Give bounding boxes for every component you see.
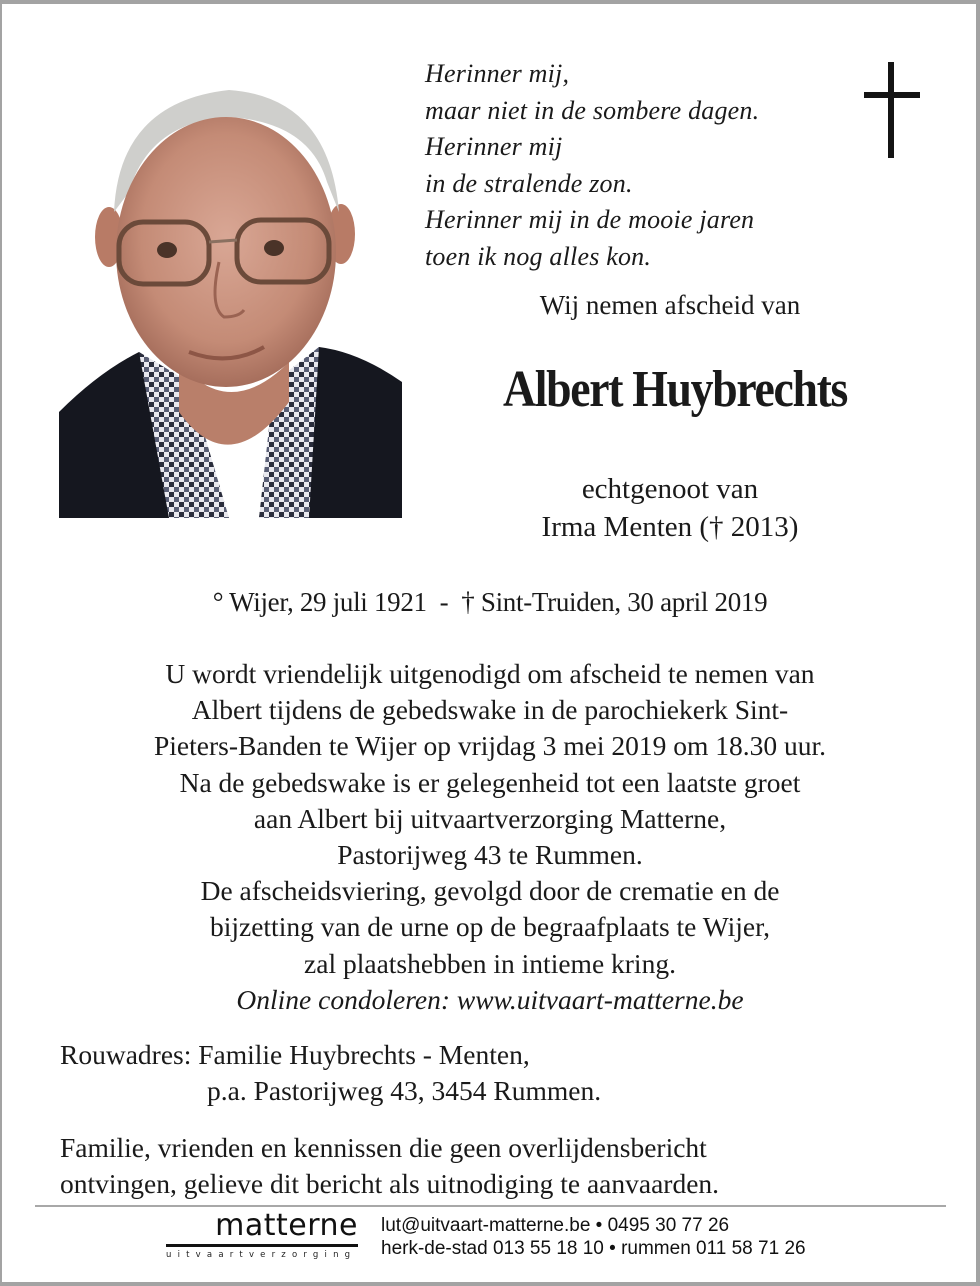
online-condolence-link[interactable]: Online condoleren: www.uitvaart-matterne.be [236, 983, 744, 1015]
deceased-name: Albert Huybrechts [502, 361, 848, 418]
body-line: Pieters-Banden te Wijer op vrijdag 3 mei 2019 om 18.30 uur. [153, 730, 827, 762]
body-line: U wordt vriendelijk uitgenodigd om afscheid te nemen van [165, 658, 815, 689]
matterne-logo [166, 1208, 360, 1260]
poem-line: Herinner mij in de mooie jaren [425, 205, 755, 234]
spouse-name: Irma Menten († 2013) [541, 511, 799, 543]
logo-tagline: uitvaartverzorging [166, 1250, 357, 1260]
poem-line: Herinner mij [425, 132, 563, 161]
closing-note [60, 1130, 719, 1202]
poem-line: toen ik nog alles kon. [425, 241, 652, 271]
mourning-address [60, 1037, 601, 1109]
address-line-2: p.a. Pastorijweg 43, 3454 Rummen. [207, 1075, 602, 1106]
poem-line: in de stralende zon. [425, 168, 633, 198]
closing-line-2: ontvingen, gelieve dit bericht als uitnodiging te aanvaarden. [60, 1168, 720, 1199]
intro-text: Wij nemen afscheid van [539, 290, 801, 320]
closing-line-1: Familie, vrienden en kennissen die geen overlijdensbericht [60, 1132, 707, 1163]
poem-line: maar niet in de sombere dagen. [425, 95, 760, 125]
cross-icon [864, 62, 920, 158]
funeral-home-contact [381, 1214, 806, 1260]
body-line: Albert tijdens de gebedswake in de parochiekerk Sint- [191, 694, 789, 726]
portrait-illustration [59, 82, 402, 518]
logo-wordmark: matterne [215, 1208, 358, 1243]
ceremony-details [40, 656, 940, 1018]
footer-divider [35, 1205, 946, 1207]
poem-line: Herinner mij, [425, 59, 570, 88]
contact-branches: herk-de-stad 013 55 18 10 • rummen 011 58 71 26 [381, 1238, 806, 1259]
birth-death-dates: ° Wijer, 29 juli 1921 - † Sint-Truiden, 30 april 2019 [212, 587, 768, 617]
contact-email-phone[interactable]: lut@uitvaart-matterne.be • 0495 30 77 26 [381, 1215, 730, 1236]
spouse-label: echtgenoot van [581, 473, 759, 505]
body-line: zal plaatshebben in intieme kring. [304, 947, 676, 979]
memorial-poem [425, 56, 759, 275]
address-line-1: Rouwadres: Familie Huybrechts - Menten, [60, 1039, 530, 1070]
body-line: aan Albert bij uitvaartverzorging Matterne, [253, 802, 727, 834]
logo-bar [166, 1244, 358, 1247]
body-line: Pastorijweg 43 te Rummen. [337, 839, 643, 871]
spouse-info [440, 470, 900, 546]
portrait-photo [59, 82, 402, 518]
body-line: Na de gebedswake is er gelegenheid tot een laatste groet [179, 766, 801, 798]
body-line: bijzetting van de urne op de begraafplaats te Wijer, [209, 911, 771, 943]
body-line: De afscheidsviering, gevolgd door de crematie en de [200, 875, 780, 907]
